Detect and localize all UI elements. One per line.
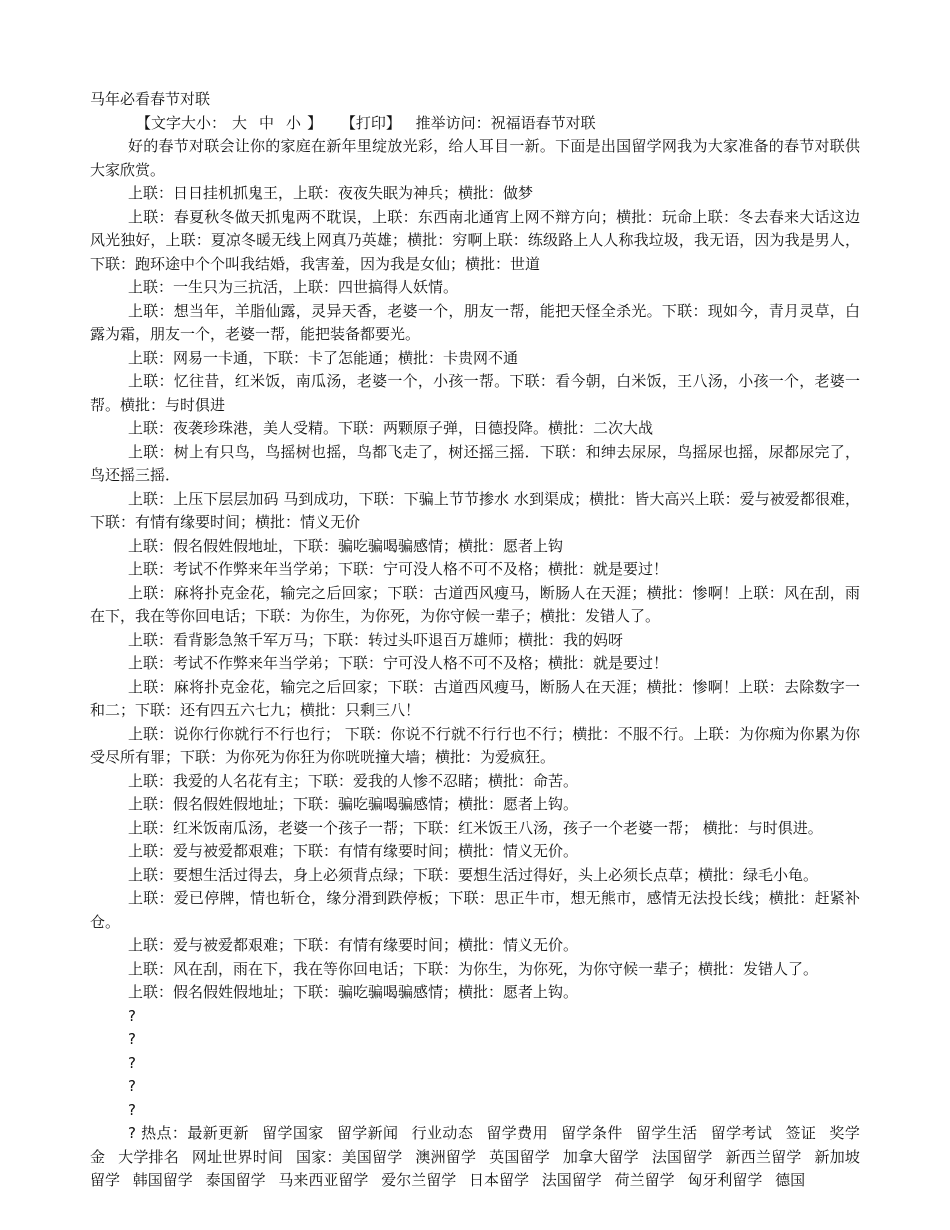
article [90,88,860,1193]
couplet-paragraph: 上联：春夏秋冬做天抓鬼两不耽误，上联：东西南北通宵上网不辩方向；横批：玩命上联：冬去春来大话这边风光独好，上联：夏凉冬暖无线上网真乃英雄；横批：穷啊上联：练级路上人人称我垃圾，我无语，因为我是男人，下联：跑环途中个个叫我结婚，我害羞，因为我是女仙；横批：世道 [90,207,860,273]
hot-link[interactable]: 英国留学 [489,1147,550,1166]
hot-link[interactable]: 留学生活 [635,1124,698,1142]
couplet-paragraph: 上联：一生只为三抗活，上联：四世搞得人妖情。 [128,278,459,296]
couplet-paragraph: 上联：网易一卡通，下联：卡了怎能通；横批：卡贵网不通 [128,348,519,367]
couplet-paragraph: 上联：假名假姓假地址；下联：骗吃骗喝骗感情；横批：愿者上钩。 [128,983,579,1001]
couplet-paragraph: 上联：说你行你就行不行也行； 下联：你说不行就不行行也不行；横批：不服不行。上联：为你痴为你累为你受尽所有罪；下联：为你死为你狂为你咣咣撞大墙；横批：为爱疯狂。 [90,724,860,766]
couplet-paragraph: 上联：风在刮，雨在下，我在等你回电话；下联：为你生，为你死，为你守候一辈子；横批：发错人了。 [128,959,819,978]
couplet-paragraph: 上联：看背影急煞千军万马；下联：转过头吓退百万雄师；横批：我的妈呀 [128,630,624,649]
hot-link[interactable]: 大学排名 [118,1147,179,1166]
hot-link[interactable]: 德国 [775,1171,806,1189]
font-size-close: 】 [307,113,323,132]
hot-link[interactable]: 新西兰留学 [725,1147,802,1166]
couplet-paragraph: 上联：树上有只鸟，鸟摇树也摇，鸟都飞走了，树还摇三摇．下联：和绅去尿尿，鸟摇尿也摇，尿都尿完了，鸟还摇三摇． [90,442,860,484]
hot-link[interactable]: 法国留学 [651,1147,713,1166]
question-mark: ? [128,1006,136,1025]
couplet-paragraph: 上联：日日挂机抓鬼王，上联：夜夜失眠为神兵；横批：做梦 [128,184,534,202]
couplet-paragraph: 上联：麻将扑克金花，输完之后回家；下联：古道西风瘦马，断肠人在天涯；横批：惨啊！上联：去除数字一和二；下联：还有四五六七九；横批：只剩三八！ [90,677,860,719]
font-size-label: 【文字大小： [136,113,227,132]
couplet-paragraph: 上联：考试不作弊来年当学弟；下联：宁可没人格不可不及格；横批：就是要过！ [128,654,669,672]
hot-link[interactable]: 马来西亚留学 [278,1171,369,1189]
couplet-paragraph: 上联：爱与被爱都艰难；下联：有情有缘要时间；横批：情义无价。 [128,842,579,860]
hot-link[interactable]: 新加坡留学 [90,1147,860,1189]
couplet-paragraph: 上联：假名假姓假地址；下联：骗吃骗喝骗感情；横批：愿者上钩。 [128,795,579,813]
font-size-small-link[interactable]: 小 [286,113,302,132]
hot-link[interactable]: 行业动态 [411,1124,474,1142]
couplet-paragraph: 上联：忆往昔，红米饭，南瓜汤，老婆一个，小孩一帮。下联：看今朝，白米饭，王八汤，小孩一个，老婆一帮。横批：与时俱进 [90,372,860,414]
hot-link[interactable]: 匈牙利留学 [687,1171,763,1189]
recommend-link[interactable]: 推举访问：祝福语春节对联 [415,113,596,132]
couplet-paragraph: 上联：上压下层层加码 马到成功，下联：下骗上节节掺水 水到渠成；横批：皆大高兴上联：爱与被爱都很难，下联：有情有缘要时间；横批：情义无价 [90,489,860,531]
question-mark: ? [128,1030,136,1048]
hot-link[interactable]: 泰国留学 [205,1171,266,1189]
hot-link[interactable]: 爱尔兰留学 [381,1171,457,1189]
hot-link[interactable]: 日本留学 [468,1171,529,1189]
question-mark: ? [128,1053,136,1072]
font-size-medium-link[interactable]: 中 [259,113,275,132]
hot-link[interactable]: 留学费用 [486,1124,548,1142]
couplet-paragraph: 上联：爱已停牌，情也斩仓，缘分滑到跌停板；下联：思正牛市，想无熊市，感情无法投长线；横批：赶紧补仓。 [90,889,860,931]
hot-link[interactable]: 法国留学 [541,1171,602,1189]
hot-link[interactable]: 网址世界时间 [191,1147,284,1166]
couplet-list [90,135,860,1005]
question-mark: ? [128,1100,136,1119]
hot-link[interactable]: 荷兰留学 [614,1171,675,1189]
hot-link[interactable]: 留学新闻 [336,1124,399,1142]
couplet-paragraph: 上联：我爱的人名花有主；下联：爱我的人惨不忍睹；横批：命苦。 [128,771,579,790]
article-toolbar [90,112,860,136]
hot-link[interactable]: 签证 [785,1124,817,1142]
couplet-paragraph: 上联：要想生活过得去，身上必须背点绿；下联：要想生活过得好，头上必须长点草；横批：绿毛小龟。 [128,865,819,884]
hot-link[interactable]: 最新更新 [187,1124,249,1142]
print-link[interactable]: 【打印】 [340,113,401,132]
couplet-paragraph: 上联：夜袭珍珠港，美人受精。下联：两颗原子弹，日德投降。横批：二次大战 [128,419,654,437]
question-mark-list [90,1005,860,1123]
hot-link[interactable]: 留学考试 [710,1124,773,1142]
page-title: 马年必看春节对联 [90,90,211,108]
hot-link[interactable]: 韩国留学 [132,1171,193,1189]
hot-link[interactable]: 奖学金 [90,1124,860,1166]
hot-link[interactable]: 留学条件 [561,1124,623,1142]
couplet-paragraph: 上联：红米饭南瓜汤，老婆一个孩子一帮；下联：红米饭王八汤，孩子一个老婆一帮； 横批：与时俱进。 [128,818,823,837]
hot-link[interactable]: 国家：美国留学 [296,1147,403,1166]
hot-label: ? 热点： [128,1124,188,1142]
hot-link[interactable]: 澳洲留学 [415,1147,477,1166]
intro-paragraph: 好的春节对联会让你的家庭在新年里绽放光彩，给人耳目一新。下面是出国留学网我为大家准备的春节对联供大家欣赏。 [90,137,860,179]
font-size-large-link[interactable]: 大 [232,113,248,132]
couplet-paragraph: 上联：爱与被爱都艰难；下联：有情有缘要时间；横批：情义无价。 [128,936,579,954]
couplet-paragraph: 上联：假名假姓假地址，下联：骗吃骗喝骗感情；横批：愿者上钩 [128,536,564,555]
couplet-paragraph: 上联：想当年，羊脂仙露，灵异天香，老婆一个，朋友一帮，能把天怪全杀光。下联：现如今，青月灵草，白露为霜，朋友一个，老婆一帮，能把装备都要光。 [90,301,860,343]
couplet-paragraph: 上联：麻将扑克金花，输完之后回家；下联：古道西风瘦马，断肠人在天涯；横批：惨啊！上联：风在刮，雨在下，我在等你回电话；下联：为你生，为你死，为你守候一辈子；横批：发错人了。 [90,583,860,625]
hot-links [90,1122,860,1193]
hot-link[interactable]: 加拿大留学 [562,1147,639,1166]
hot-link[interactable]: 留学国家 [262,1124,324,1142]
question-mark: ? [128,1077,136,1095]
couplet-paragraph: 上联：考试不作弊来年当学弟；下联：宁可没人格不可不及格；横批：就是要过！ [128,560,669,578]
